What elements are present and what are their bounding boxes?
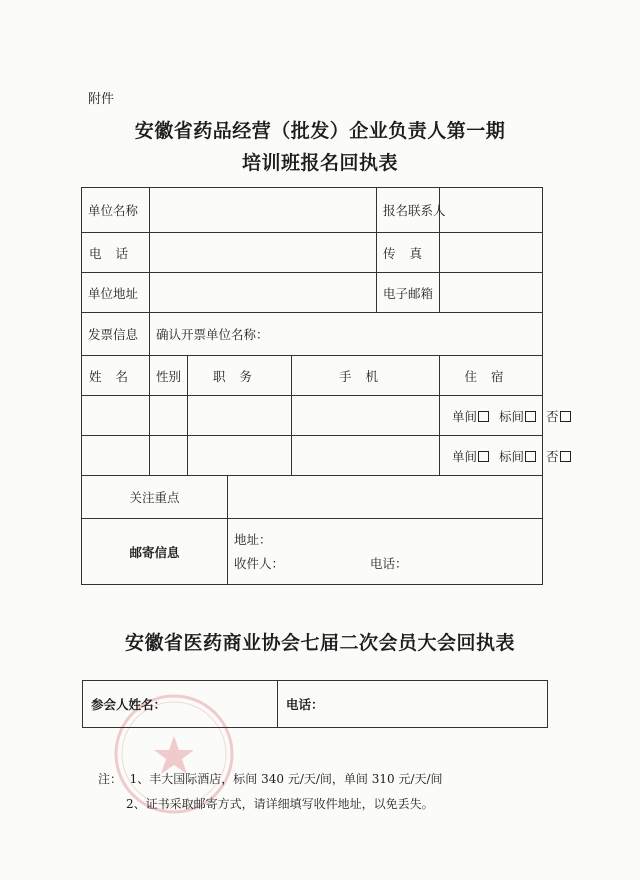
gender-cell[interactable]	[150, 396, 188, 436]
mail-recipient: 收件人：	[234, 555, 285, 571]
meeting-form-table	[82, 680, 548, 728]
note-line-1: 1、丰大国际酒店，标间 340 元/天/间，单间 310 元/天/间	[129, 772, 443, 786]
focus-label: 关注重点	[82, 476, 228, 519]
lodging-options	[440, 396, 559, 436]
attendee-name-label: 参会人姓名：	[91, 697, 167, 712]
mobile-cell[interactable]	[292, 436, 440, 476]
phone-field[interactable]	[150, 233, 377, 273]
unit-name-field[interactable]	[150, 188, 377, 233]
unit-name-label: 单位名称	[82, 188, 150, 233]
lodging-single[interactable]: 单间	[452, 409, 489, 424]
lodging-standard[interactable]: 标间	[499, 449, 536, 464]
lodging-single[interactable]: 单间	[452, 449, 489, 464]
checkbox-icon[interactable]	[525, 451, 536, 462]
phone-label: 电话	[82, 233, 150, 273]
email-label: 电子邮箱	[377, 273, 440, 313]
checkbox-icon[interactable]	[525, 411, 536, 422]
attendee-phone-label: 电话：	[286, 697, 324, 712]
attachment-label: 附件	[88, 92, 115, 107]
header-mobile: 手机	[292, 356, 440, 396]
lodging-standard[interactable]: 标间	[499, 409, 536, 424]
note-line-2: 2、证书采取邮寄方式，请详细填写收件地址，以免丢失。	[126, 797, 434, 811]
table-row	[82, 396, 543, 436]
notes-prefix: 注：	[98, 772, 123, 786]
contact-field[interactable]	[440, 188, 543, 233]
gender-cell[interactable]	[150, 436, 188, 476]
checkbox-icon[interactable]	[478, 451, 489, 462]
form-title-line2: 培训班报名回执表	[241, 152, 398, 174]
mail-address: 地址：	[234, 531, 272, 547]
registration-form-table	[81, 187, 559, 585]
name-cell[interactable]	[82, 436, 150, 476]
invoice-field[interactable]	[150, 313, 543, 356]
focus-field[interactable]	[228, 476, 543, 519]
checkbox-icon[interactable]	[560, 411, 571, 422]
mail-field[interactable]	[228, 519, 543, 585]
attendee-name-cell[interactable]	[83, 681, 278, 728]
header-lodging: 住宿	[440, 356, 543, 396]
contact-label: 报名联系人	[377, 188, 440, 233]
form-title-line1: 安徽省药品经营（批发）企业负责人第一期	[134, 120, 506, 142]
email-field[interactable]	[440, 273, 543, 313]
lodging-none[interactable]: 否	[546, 409, 571, 424]
fax-label: 传真	[377, 233, 440, 273]
mail-phone: 电话：	[370, 555, 408, 571]
invoice-prompt: 确认开票单位名称：	[156, 327, 269, 342]
address-field[interactable]	[150, 273, 377, 313]
header-gender: 性别	[150, 356, 188, 396]
header-position: 职务	[188, 356, 292, 396]
fax-field[interactable]	[440, 233, 543, 273]
mobile-cell[interactable]	[292, 396, 440, 436]
attendee-phone-cell[interactable]	[278, 681, 548, 728]
lodging-none[interactable]: 否	[546, 449, 571, 464]
position-cell[interactable]	[188, 396, 292, 436]
checkbox-icon[interactable]	[478, 411, 489, 422]
header-name: 姓名	[82, 356, 150, 396]
mail-label: 邮寄信息	[82, 519, 228, 585]
position-cell[interactable]	[188, 436, 292, 476]
name-cell[interactable]	[82, 396, 150, 436]
invoice-label: 发票信息	[82, 313, 150, 356]
notes	[98, 767, 443, 817]
checkbox-icon[interactable]	[560, 451, 571, 462]
lodging-options	[440, 436, 559, 476]
address-label: 单位地址	[82, 273, 150, 313]
table-row	[82, 436, 543, 476]
meeting-form-title: 安徽省医药商业协会七届二次会员大会回执表	[124, 632, 515, 654]
